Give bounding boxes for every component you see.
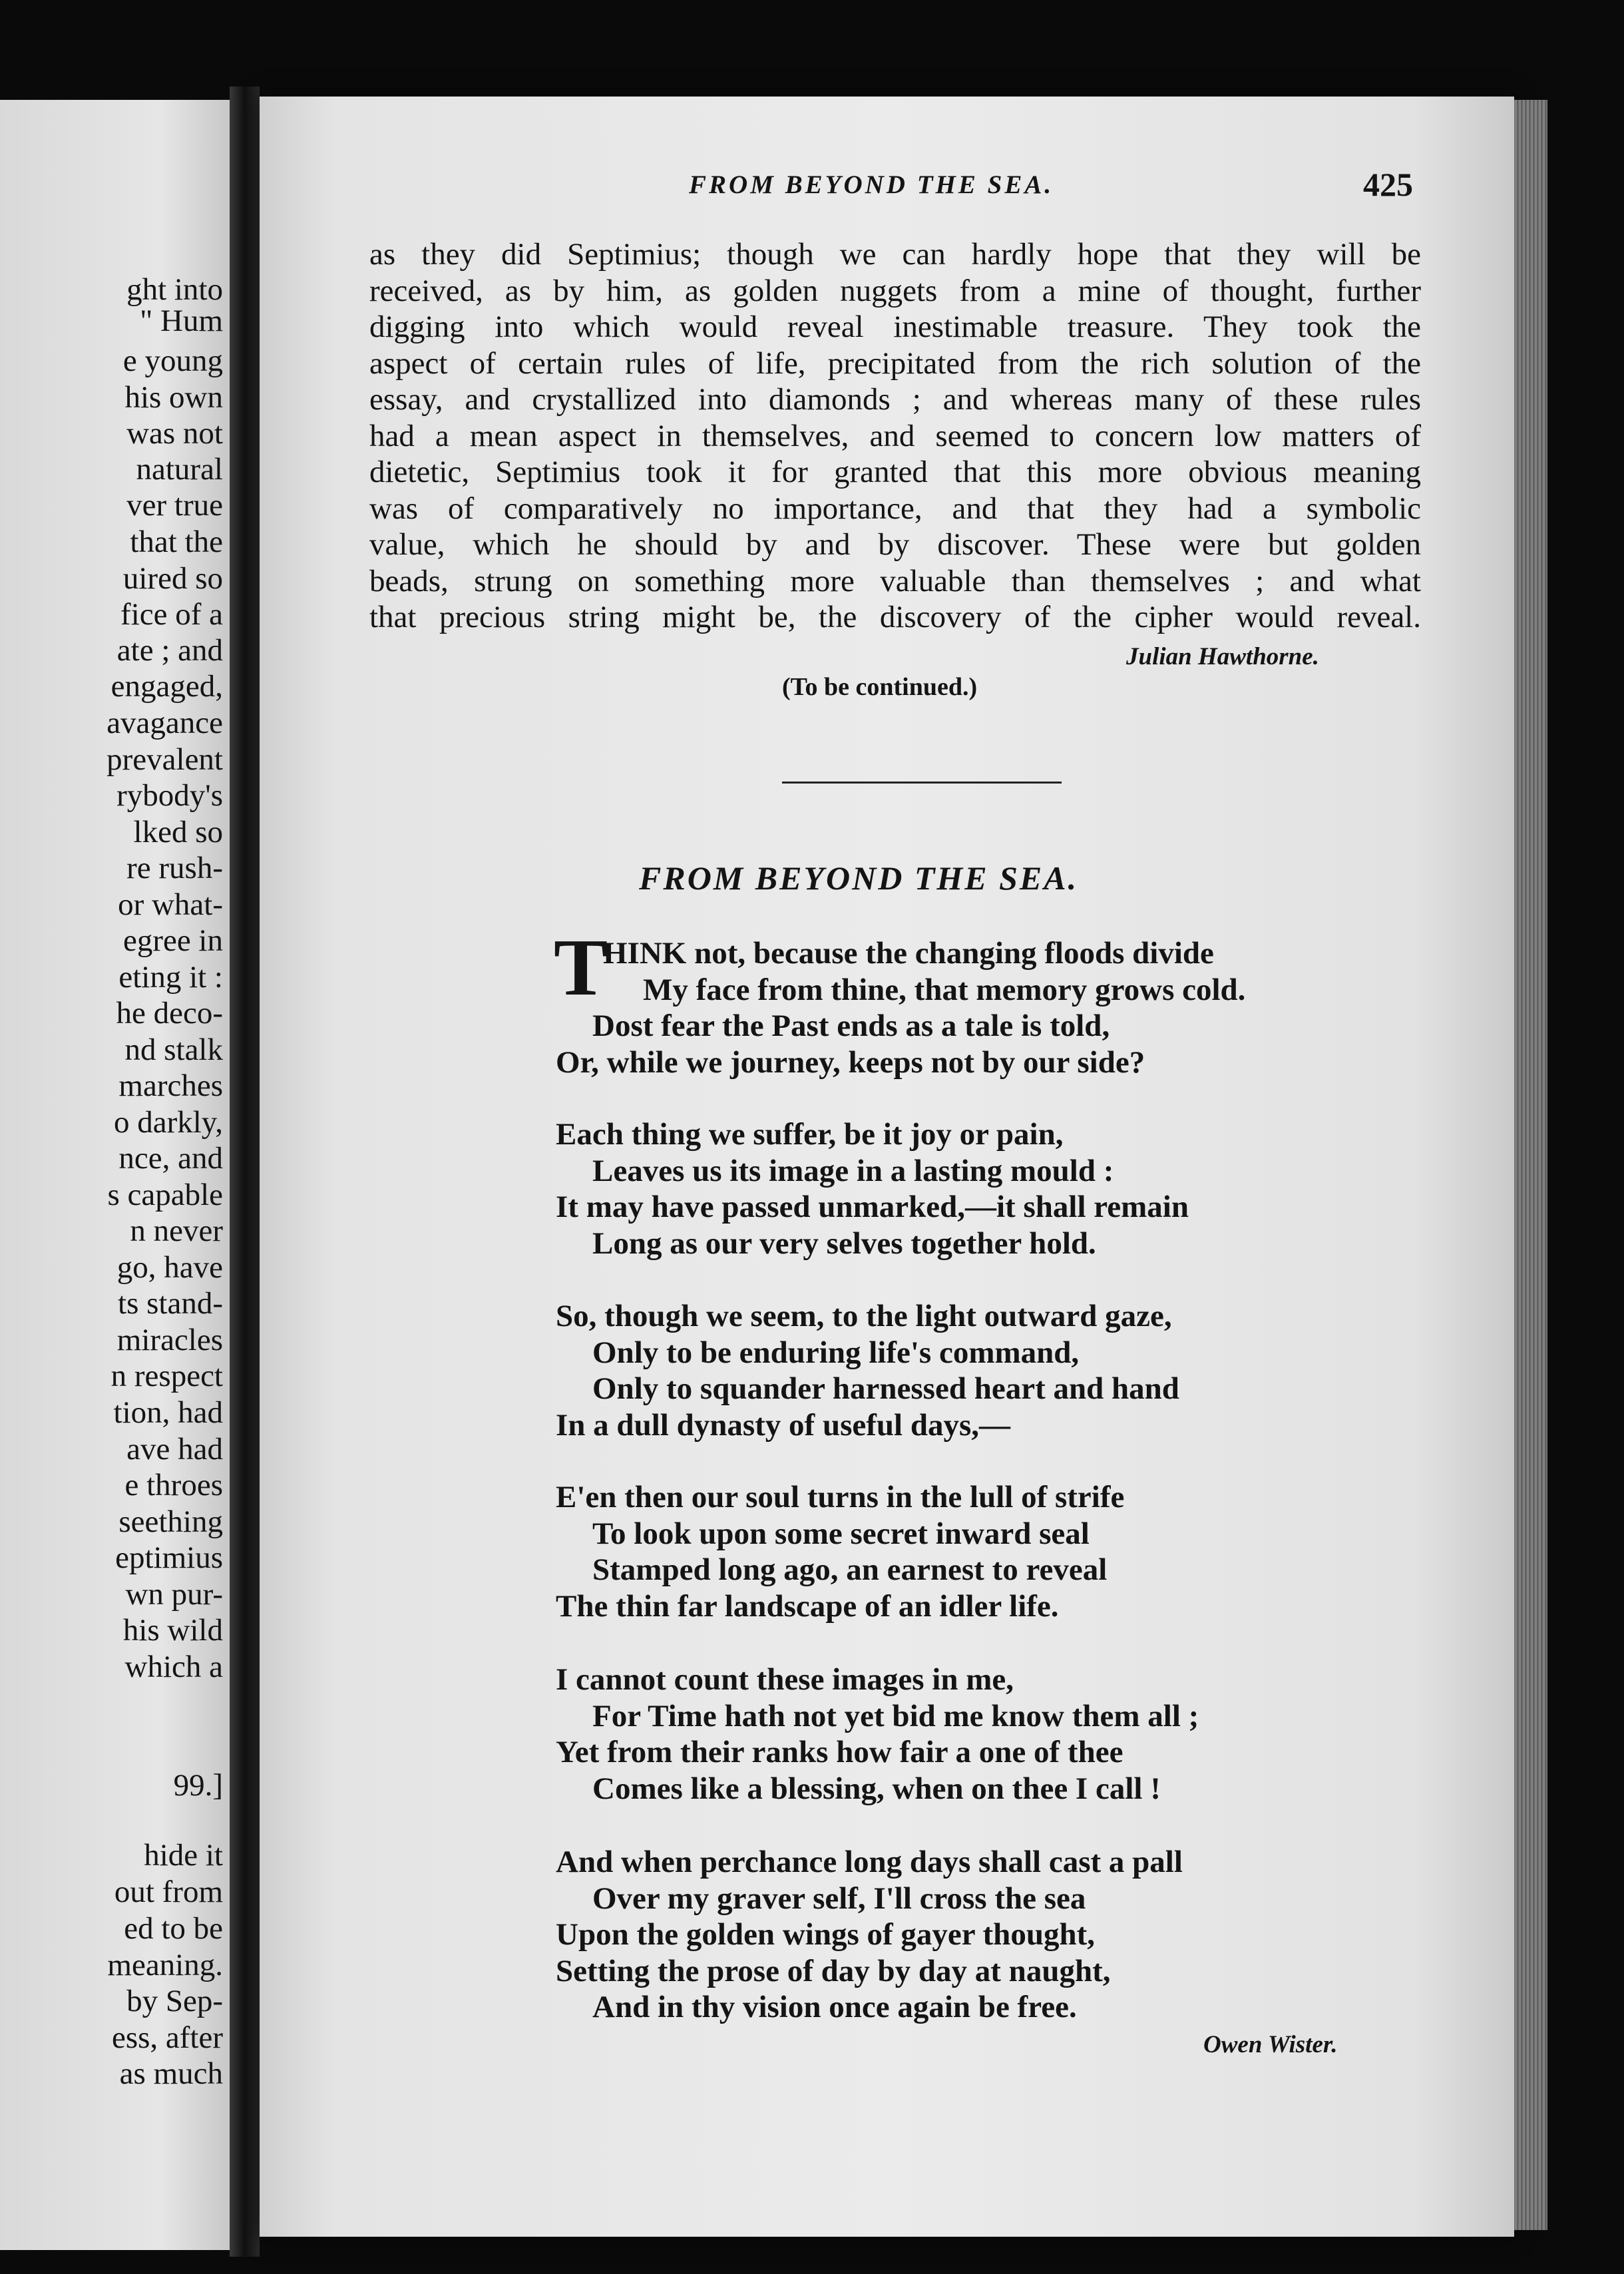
left-page-line: ess, after bbox=[111, 2020, 223, 2055]
prose-line: had a mean aspect in themselves, and seemed to concern low matters of bbox=[369, 418, 1421, 453]
poem-line: Dost fear the Past ends as a tale is told, bbox=[592, 1009, 1110, 1043]
prose-author: Julian Hawthorne. bbox=[1126, 643, 1319, 670]
left-page-line: lked so bbox=[133, 815, 223, 849]
left-page-line: 99.] bbox=[173, 1768, 223, 1803]
poem-line: In a dull dynasty of useful days,— bbox=[556, 1407, 1011, 1443]
poem-line: Or, while we journey, keeps not by our side? bbox=[556, 1044, 1145, 1080]
left-page-line: o darkly, bbox=[113, 1105, 223, 1140]
to-be-continued: (To be continued.) bbox=[782, 673, 978, 701]
poem-line: And in thy vision once again be free. bbox=[592, 1990, 1077, 2024]
prose-line: essay, and crystallized into diamonds ; and whereas many of these rules bbox=[369, 382, 1421, 417]
left-page-line: or what- bbox=[118, 887, 223, 922]
left-page-line: tion, had bbox=[113, 1395, 223, 1430]
prose-line: value, which he should by and by discover. These were but golden bbox=[369, 527, 1421, 562]
poem-line: Long as our very selves together hold. bbox=[592, 1226, 1096, 1261]
left-page-line: wn pur- bbox=[125, 1577, 223, 1612]
left-page-line: eting it : bbox=[118, 960, 223, 995]
section-rule bbox=[782, 782, 1062, 784]
left-page-line: eptimius bbox=[115, 1540, 223, 1575]
poem-line: Comes like a blessing, when on thee I call ! bbox=[592, 1771, 1161, 1806]
left-page-line: hide it bbox=[144, 1838, 223, 1873]
prose-line: received, as by him, as golden nuggets from a mine of thought, further bbox=[369, 273, 1421, 308]
poem-line: Stamped long ago, an earnest to reveal bbox=[592, 1552, 1108, 1587]
left-page-line: s capable bbox=[107, 1178, 223, 1212]
poem-line: Each thing we suffer, be it joy or pain, bbox=[556, 1117, 1064, 1152]
left-page-line: as much bbox=[119, 2056, 223, 2091]
poem-author: Owen Wister. bbox=[1203, 2031, 1338, 2058]
left-page-line: ts stand- bbox=[118, 1286, 223, 1321]
poem-line: And when perchance long days shall cast a pall bbox=[556, 1845, 1183, 1879]
left-page-line: which a bbox=[124, 1650, 223, 1684]
left-page-line: engaged, bbox=[110, 669, 223, 704]
left-page-line: ed to be bbox=[124, 1911, 223, 1946]
poem-line: It may have passed unmarked,—it shall remain bbox=[556, 1190, 1189, 1224]
left-page-line: e young bbox=[122, 343, 223, 378]
left-page-line: natural bbox=[136, 452, 223, 487]
poem-line: The thin far landscape of an idler life. bbox=[556, 1588, 1059, 1624]
poem-line: Only to be enduring life's command, bbox=[592, 1335, 1080, 1370]
left-page-line: " Hum bbox=[140, 304, 223, 338]
prose-line: was of comparatively no importance, and that they had a symbolic bbox=[369, 491, 1421, 526]
left-page-line: seething bbox=[118, 1504, 223, 1539]
poem-line: Only to squander harnessed heart and hand bbox=[592, 1371, 1179, 1406]
left-page-line: ver true bbox=[126, 488, 223, 523]
poem-line: HINK not, because the changing floods divide bbox=[603, 936, 1214, 971]
left-page-line: was not bbox=[126, 416, 223, 451]
left-page-line: rybody's bbox=[116, 778, 223, 813]
poem-line: For Time hath not yet bid me know them all ; bbox=[592, 1698, 1199, 1733]
page-edge bbox=[1514, 100, 1547, 2230]
poem-title: FROM BEYOND THE SEA. bbox=[639, 859, 1079, 897]
running-head: FROM BEYOND THE SEA. bbox=[689, 170, 1054, 199]
left-page-line: prevalent bbox=[106, 742, 223, 777]
left-page-line: e throes bbox=[124, 1468, 223, 1502]
left-page-line: re rush- bbox=[126, 851, 223, 885]
left-page-line: egree in bbox=[122, 923, 223, 958]
left-page-line: miracles bbox=[116, 1323, 223, 1357]
left-page-line: n never bbox=[130, 1214, 223, 1248]
left-page-line: his wild bbox=[122, 1613, 223, 1648]
prose-line: that precious string might be, the discovery of the cipher would reveal. bbox=[369, 600, 1421, 634]
left-page-line: he deco- bbox=[116, 996, 223, 1030]
left-page-line: nd stalk bbox=[124, 1032, 223, 1067]
poem-line: Upon the golden wings of gayer thought, bbox=[556, 1917, 1095, 1952]
prose-line: dietetic, Septimius took it for granted that this more obvious meaning bbox=[369, 455, 1421, 489]
facing-page-fragment bbox=[0, 100, 230, 2250]
left-page-line: meaning. bbox=[107, 1948, 223, 1982]
left-page-line: fice of a bbox=[120, 597, 223, 632]
left-page-line: ate ; and bbox=[116, 633, 223, 668]
book-gutter bbox=[230, 87, 260, 2257]
poem-line: Leaves us its image in a lasting mould : bbox=[592, 1153, 1114, 1188]
left-page-line: nce, and bbox=[118, 1141, 223, 1176]
left-page-line: go, have bbox=[116, 1250, 223, 1285]
left-page-line: ght into bbox=[126, 272, 223, 307]
left-page-line: his own bbox=[124, 380, 223, 415]
poem-line: I cannot count these images in me, bbox=[556, 1662, 1014, 1697]
poem-line: My face from thine, that memory grows cold. bbox=[643, 972, 1246, 1007]
poem-line: E'en then our soul turns in the lull of strife bbox=[556, 1480, 1125, 1514]
prose-line: beads, strung on something more valuable than themselves ; and what bbox=[369, 563, 1421, 598]
prose-line: as they did Septimius; though we can hardly hope that they will be bbox=[369, 237, 1421, 272]
poem-line: Over my graver self, I'll cross the sea bbox=[592, 1881, 1086, 1916]
prose-line: digging into which would reveal inestimable treasure. They took the bbox=[369, 310, 1421, 344]
left-page-line: n respect bbox=[110, 1359, 223, 1393]
left-page-line: out from bbox=[114, 1875, 223, 1909]
poem-line: Yet from their ranks how fair a one of thee bbox=[556, 1735, 1123, 1769]
poem-line: So, though we seem, to the light outward gaze, bbox=[556, 1299, 1172, 1333]
left-page-line: marches bbox=[118, 1068, 223, 1103]
prose-line: aspect of certain rules of life, precipitated from the rich solution of the bbox=[369, 345, 1421, 381]
left-page-line: by Sep- bbox=[126, 1984, 223, 2018]
poem-line: To look upon some secret inward seal bbox=[592, 1516, 1090, 1551]
left-page-line: avagance bbox=[106, 706, 223, 740]
left-page-line: ave had bbox=[126, 1432, 223, 1467]
page-number: 425 bbox=[1363, 166, 1413, 203]
left-page-line: uired so bbox=[122, 561, 223, 596]
left-page-line: that the bbox=[130, 525, 223, 559]
poem-line: Setting the prose of day by day at naught, bbox=[556, 1953, 1111, 1988]
drop-cap: T bbox=[554, 923, 608, 1013]
